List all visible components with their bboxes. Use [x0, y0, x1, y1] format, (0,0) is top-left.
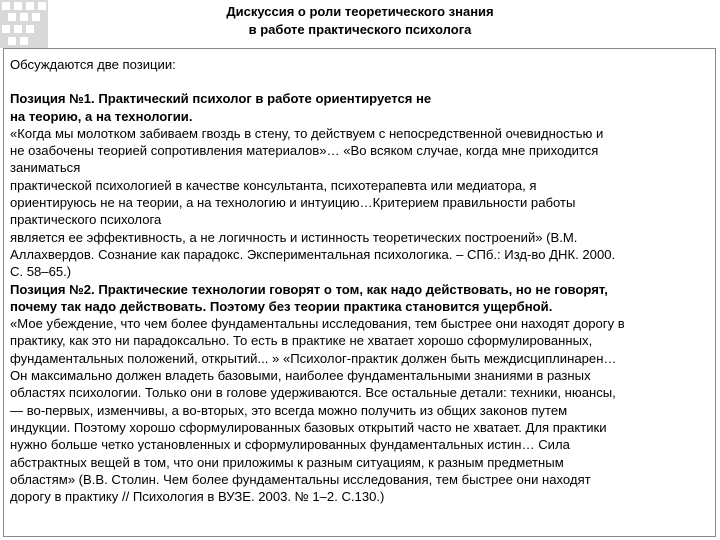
position-2-quote-line: индукции. Поэтому хорошо сформулированных базовых открытий часто не хватает. Для практики [10, 419, 607, 435]
position-2-quote-line: фундаментальных положений, открытий... » «Психолог-практик должен быть междисциплинарен… [10, 350, 617, 366]
position-2-heading-line: Позиция №2. Практические технологии говорят о том, как надо действовать, но не говорят, [10, 281, 608, 297]
position-1-heading [10, 90, 709, 125]
position-2-quote-line: дорогу в практику // Психология в ВУЗЕ. 2003. № 1–2. С.130.) [10, 489, 385, 505]
position-2-quote-line: абстрактных вещей в том, что они приложимы к разным ситуациям, к разным предметным [10, 454, 564, 470]
slide-title-line-1: Дискуссия о роли теоретического знания [226, 4, 494, 19]
position-2-quote-line: практику, как это ни парадоксально. То есть в практике не хватает хорошо сформулированных, [10, 333, 593, 349]
position-1-quote-line: Аллахвердов. Сознание как парадокс. Экспериментальная психологика. – СПб.: Изд-во ДНК. 2000. [10, 246, 616, 262]
position-1-quote-line: заниматься [10, 160, 81, 176]
position-2-block [10, 281, 709, 506]
position-1-heading-line: Позиция №1. Практический психолог в работе ориентируется не [10, 91, 432, 107]
corner-squares-decoration [0, 0, 48, 48]
intro-text: Обсуждаются две позиции: [10, 57, 176, 72]
slide-title-line-2: в работе практического психолога [248, 22, 472, 37]
position-2-quote-line: нужно больше четко установленных и сформулированных фундаментальных истин… Сила [10, 437, 570, 453]
position-1-quote-line: не озабочены теорией сопротивления материалов»… «Во всяком случае, когда мне приходится [10, 143, 599, 159]
position-1-quote-line: С. 58–65.) [10, 264, 72, 280]
position-1-quote-line: практического психолога [10, 212, 162, 228]
content-frame [3, 48, 716, 537]
position-1-quote-line: практической психологией в качестве консультанта, психотерапевта или медиатора, я [10, 177, 537, 193]
position-1-quote-line: является ее эффективность, а не логичность и истинность теоретических построений» (В.М. [10, 229, 578, 245]
position-2-heading-line: почему так надо действовать. Поэтому без теории практика становится ущербной. [10, 298, 553, 314]
position-2-quote [10, 315, 709, 505]
position-2-quote-line: Он максимально должен владеть базовыми, наиболее фундаментальными знаниями в разных [10, 368, 591, 384]
slide-title [60, 3, 660, 39]
position-2-heading [10, 281, 709, 316]
position-2-quote-line: — во-первых, изменчивы, а во-вторых, это всегда можно получить из общих законов путем [10, 402, 568, 418]
position-1-quote [10, 125, 709, 281]
position-2-quote-line: областям» (В.В. Столин. Чем более фундаментальны исследования, тем быстрее они находят [10, 471, 591, 487]
position-1-heading-line: на теорию, а на технологии. [10, 108, 193, 124]
position-2-quote-line: областях психологии. Только они в голове удерживаются. Все остальные детали: техники, нюансы, [10, 385, 616, 401]
position-1-quote-line: «Когда мы молотком забиваем гвоздь в стену, то действуем с непосредственной очевидностью и [10, 125, 604, 141]
position-1-quote-line: ориентируюсь не на теории, а на технологию и интуицию…Критерием правильности работы [10, 195, 576, 211]
position-2-quote-line: «Мое убеждение, что чем более фундаментальны исследования, тем быстрее они находят дорогу в [10, 316, 625, 332]
position-1-block [10, 90, 709, 280]
